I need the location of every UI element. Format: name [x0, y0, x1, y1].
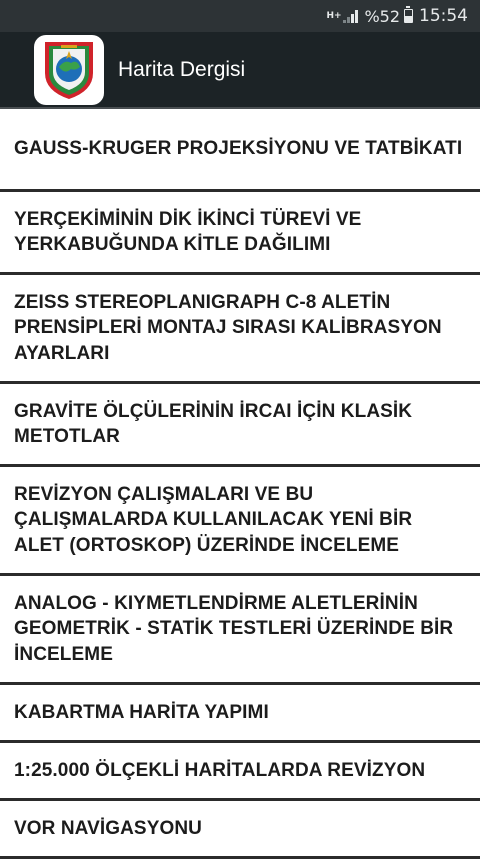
- list-item[interactable]: [0, 685, 480, 743]
- list-item-title: YERÇEKİMİNİN DİK İKİNCİ TÜREVİ VE YERKABUĞUNDA KİTLE DAĞILIMI: [14, 208, 362, 255]
- list-item[interactable]: [0, 275, 480, 384]
- list-item-title: 1:25.000 ÖLÇEKLİ HARİTALARDA REVİZYON: [14, 759, 426, 781]
- app-bar: [0, 32, 480, 109]
- list-item-title: GRAVİTE ÖLÇÜLERİNİN İRCAI İÇİN KLASİK METOTLAR: [14, 400, 413, 447]
- status-bar: [0, 0, 480, 32]
- battery-percentage: %52: [364, 6, 400, 26]
- list-item-title: GAUSS-KRUGER PROJEKSİYONU VE TATBİKATI: [14, 138, 463, 160]
- list-item[interactable]: [0, 576, 480, 685]
- list-item[interactable]: [0, 801, 480, 859]
- signal-strength-icon: [342, 9, 358, 23]
- list-item-title: VOR NAVİGASYONU: [14, 817, 203, 839]
- list-item[interactable]: [0, 192, 480, 275]
- list-item[interactable]: [0, 743, 480, 801]
- list-item-title: REVİZYON ÇALIŞMALARI VE BU ÇALIŞMALARDA KULLANILACAK YENİ BİR ALET (ORTOSKOP) ÜZERİNDE İNCELEME: [14, 483, 413, 556]
- list-item[interactable]: [0, 467, 480, 576]
- list-item-title: ZEISS STEREOPLANIGRAPH C-8 ALETİN PRENSİPLERİ MONTAJ SIRASI KALİBRASYON AYARLARI: [14, 291, 442, 364]
- list-item[interactable]: [0, 109, 480, 192]
- network-type-indicator: H+: [326, 10, 342, 21]
- article-list: [0, 109, 480, 859]
- app-title: Harita Dergisi: [118, 57, 246, 81]
- clock: 15:54: [419, 6, 468, 26]
- list-item-title: ANALOG - KIYMETLENDİRME ALETLERİNİN GEOMETRİK - STATİK TESTLERİ ÜZERİNDE BİR İNCELEME: [14, 592, 454, 665]
- list-item-title: KABARTMA HARİTA YAPIMI: [14, 701, 269, 723]
- list-item[interactable]: [0, 384, 480, 467]
- battery-icon: [404, 9, 413, 23]
- harita-emblem-icon[interactable]: [34, 35, 104, 105]
